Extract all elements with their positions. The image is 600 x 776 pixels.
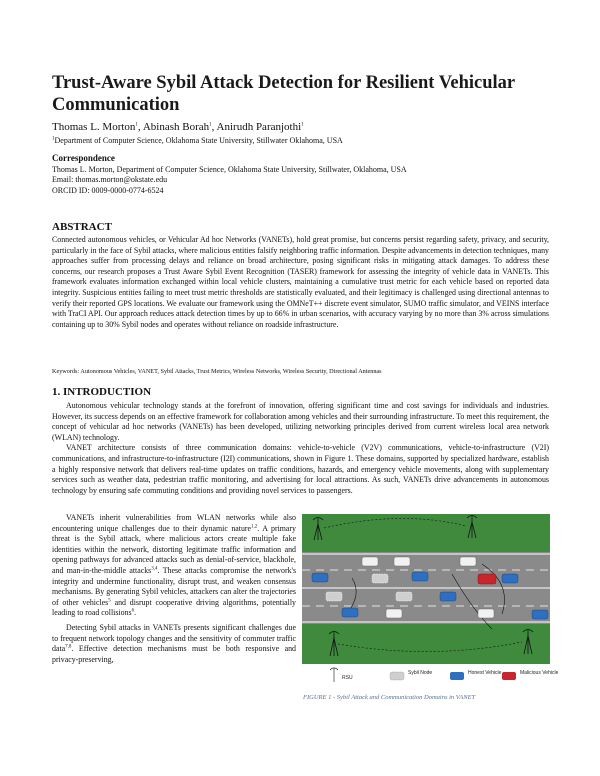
intro-full-width <box>52 401 549 496</box>
legend-label-rsu: RSU <box>342 675 353 681</box>
legend-label-malicious: Malicious Vehicle <box>520 670 559 676</box>
author-list: Thomas L. Morton$^1$, Abinash Borah$^1$, Anirudh Paranjothi$^1$ <box>52 121 304 133</box>
correspondence-block <box>52 165 407 196</box>
paper-title: Trust-Aware Sybil Attack Detection for Resilient Vehicular Communication <box>52 73 515 115</box>
affiliation-text: Department of Computer Science, Oklahoma State University, Stillwater Oklahoma, USA <box>54 136 343 145</box>
keywords: Keywords: Autonomous Vehicles, VANET, Sybil Attacks, Trust Metrics, Wireless Networks, Wireless Security, Directional Antennas <box>52 368 382 375</box>
intro-paragraph: Autonomous vehicular technology stands at the forefront of innovation, offering significant time and cost savings for individuals and industries. However, its success depends on an effective framework for collaboration among vehicles and their surrounding infrastructure. To meet this requirement, the concept of vehicular ad hoc networks (VANETs) has been developed, utilizing networking principles derived from current wireless local area network (WLAN) technology. <box>52 401 549 442</box>
legend-label-sybil: Sybil Node <box>408 670 433 676</box>
intro-paragraph: VANETs inherit vulnerabilities from WLAN networks while also encountering unique challenges due to their dynamic nature$^{1,2}$. A primary threat is the Sybil attack, where malicious actors create multiple fake identities within the network, distorting legitimate traffic information and opening pathways for advanced attacks such as denial-of-service, blackhole, and man-in-the-middle attacks$^{3,4}$. These attacks compromise the network's integrity and undermine functionality, disrupt trust, and weaken consensus mechanisms. By generating Sybil vehicles, attackers can alter the trajectories of other vehicles$^5$ and disrupt cooperative driving algorithms, potentially leading to road collisions$^6$. <box>52 513 297 618</box>
author-affiliation-mark: 1 <box>209 122 212 128</box>
malicious-vehicle <box>478 574 496 584</box>
legend-label-honest: Honest Vehicle <box>468 670 502 676</box>
intro-paragraph: Detecting Sybil attacks in VANETs presents significant challenges due to frequent network topology changes and the sensitivity of commuter traffic data$^{7,8}$. Effective detection mechanisms must be both responsive and privacy-preserving, <box>52 622 296 664</box>
correspondence-line: Thomas L. Morton, Department of Computer Science, Oklahoma State University, Stillwater, Oklahoma, USA <box>52 165 407 174</box>
author-name: Abinash Borah <box>142 121 210 133</box>
correspondence-heading: Correspondence <box>52 153 115 163</box>
abstract-text: Connected autonomous vehicles, or Vehicular Ad hoc Networks (VANETs), hold great promise, but concerns persist regarding safety, privacy, and security, particularly in the face of Sybil attacks, where malicious entities falsify neighboring traffic information. Despite advancements in detection techniques, many approaches suffer from processing delays and reliance on broad architecture, posing significant risks in mitigating attack damages. To address these concerns, our research proposes a Trust Aware Sybil Event Recognition (TASER) framework for assessing the integrity of vehicle data in VANETs. This framework evaluates information exchanged within local vehicle clusters, maintaining a cumulative trust metric for each vehicle based on reported data integrity. Suspicious entities failing to meet trust metric thresholds are statistically evaluated, and their legitimacy is challenged using directional antennas to verify their reported GPS locations. We evaluate our framework using the OMNeT++ discrete event simulator, SUMO traffic simulator, and VEINS interface with TraCI API. Our approach reduces attack detection times by up to 66% in urban scenarios, with accuracy varying by no more than 3% across simulations containing up to 30% Sybil nodes and operates without reliance on roadside infrastructure. <box>52 235 549 329</box>
figure-caption: FIGURE 1 - Sybil Attack and Communication Domains in VANET <box>303 694 476 701</box>
correspondence-email: Email: thomas.morton@okstate.edu <box>52 175 168 185</box>
author-affiliation-mark: 1 <box>135 122 138 128</box>
correspondence-orcid: ORCID ID: 0009-0000-0774-6524 <box>52 185 164 195</box>
section-heading-introduction: 1. INTRODUCTION <box>52 386 152 398</box>
legend-honest-icon <box>450 672 464 680</box>
legend-sybil-icon <box>390 672 404 680</box>
intro-left-column <box>52 513 296 665</box>
figure-vanet-diagram <box>302 514 559 689</box>
affiliation <box>52 135 343 146</box>
intro-paragraph: VANET architecture consists of three communication domains: vehicle-to-vehicle (V2V) communications, vehicle-to-infrastructure (V2I) communications, and infrastructure-to-infrastructure (I2I) communications, shown in Figure 1. These domains, supported by specialized hardware, establish a highly responsive network that delivers real-time updates on traffic conditions, hazards, and emergency vehicle movements, along with supplementary services such as weather data, pedestrian traffic monitoring, and advertising for local attractions. As such, VANETs drive advancements in autonomous technology by ensuring safe commuting conditions and providing novel services to passengers. <box>52 443 549 495</box>
legend-malicious-icon <box>502 672 516 680</box>
affiliation-mark: 1 <box>52 136 55 142</box>
author-affiliation-mark: 1 <box>301 122 304 128</box>
author-name: Anirudh Paranjothi <box>216 121 302 133</box>
abstract-heading: ABSTRACT <box>52 221 112 233</box>
author-name: Thomas L. Morton <box>52 121 136 133</box>
